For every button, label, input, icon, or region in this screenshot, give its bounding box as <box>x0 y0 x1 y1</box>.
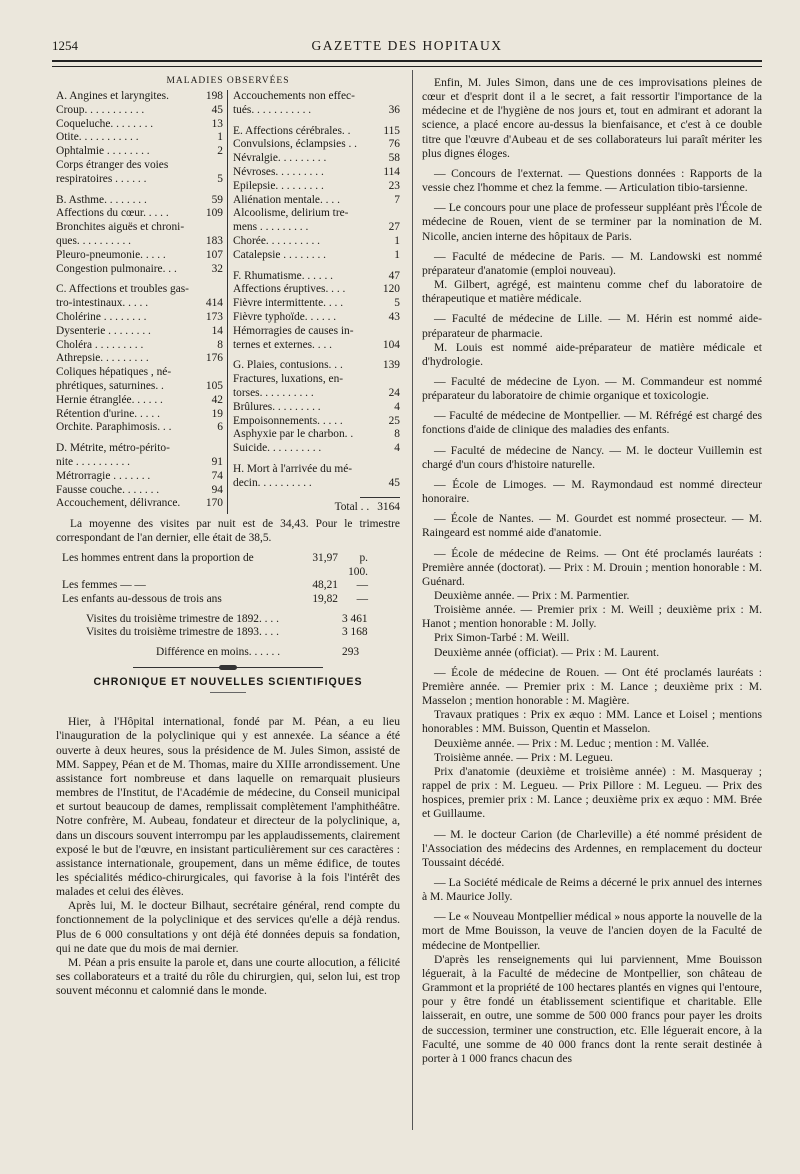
paragraph: — École de Limoges. — M. Raymondaud est nommé directeur honoraire. <box>422 477 762 506</box>
maladie-label: Névralgie. . . . . . . . . <box>233 152 327 165</box>
maladie-label: E. Affections cérébrales. . <box>233 124 351 137</box>
maladie-label: torses. . . . . . . . . . <box>233 386 314 399</box>
maladie-value: 170 <box>205 497 223 510</box>
maladie-row <box>56 366 223 380</box>
maladie-value: 13 <box>211 117 223 130</box>
total-label: Total . . <box>334 500 370 513</box>
maladie-value: 107 <box>205 248 223 261</box>
proportion-cell: Les hommes entrent dans la proportion de <box>62 552 254 565</box>
maladie-value: 176 <box>205 352 223 365</box>
maladie-row <box>56 311 223 325</box>
maladie-row <box>233 152 400 166</box>
maladie-row <box>233 387 400 401</box>
maladie-label: Bronchites aiguës et chroni- <box>56 221 185 234</box>
maladie-label: F. Rhumatisme. . . . . . <box>233 269 334 282</box>
total-row <box>233 501 400 515</box>
maladie-label: mens . . . . . . . . . <box>233 221 309 234</box>
maladie-value: 4 <box>394 400 400 413</box>
maladie-value: 183 <box>205 234 223 247</box>
chronique-text-right <box>422 76 762 1066</box>
maladie-value: 8 <box>217 338 223 351</box>
maladie-value: 27 <box>388 221 400 234</box>
maladie-label: Asphyxie par le charbon. . <box>233 428 354 441</box>
paragraph: — École de médecine de Reims. — Ont été proclamés lauréats : Première année (doctorat). — Prix : M. Drouin ; mention honorable : M. Guénard. <box>422 546 762 588</box>
ornamental-separator <box>133 667 323 668</box>
maladie-row <box>56 131 223 145</box>
maladie-row <box>56 456 223 470</box>
page-number: 1254 <box>52 38 78 53</box>
maladie-row <box>233 283 400 297</box>
maladie-row <box>56 470 223 484</box>
maladie-label: Métrorragie . . . . . . . <box>56 469 151 482</box>
maladie-label: Fausse couche. . . . . . . <box>56 483 160 496</box>
maladie-row <box>233 463 400 477</box>
maladie-label: Aliénation mentale. . . . <box>233 193 340 206</box>
maladie-value: 23 <box>388 179 400 192</box>
maladie-value: 1 <box>394 234 400 247</box>
maladie-label: Accouchement, délivrance. <box>56 497 181 510</box>
maladie-value: 120 <box>382 283 400 296</box>
maladie-row <box>56 283 223 297</box>
maladie-row <box>56 159 223 173</box>
maladie-label: Hernie étranglée. . . . . . <box>56 393 163 406</box>
maladie-label: Epilepsie. . . . . . . . . <box>233 179 324 192</box>
maladie-row <box>56 394 223 408</box>
maladie-row <box>233 180 400 194</box>
paragraph: — La Société médicale de Reims a décerné le prix annuel des internes à M. Maurice Jolly. <box>422 875 762 904</box>
visits-row <box>86 613 400 627</box>
maladie-label: Pleuro-pneumonie. . . . . <box>56 248 166 261</box>
maladie-value: 2 <box>217 145 223 158</box>
maladie-label: Croup. . . . . . . . . . . <box>56 103 145 116</box>
maladie-row <box>56 173 223 187</box>
difference-row: Différence en moins. . . . . . 293 <box>156 645 360 658</box>
maladie-row <box>233 194 400 208</box>
maladie-row <box>56 380 223 394</box>
maladie-row <box>56 207 223 221</box>
maladie-label: Congestion pulmonaire. . . <box>56 262 177 275</box>
maladie-value: 5 <box>217 172 223 185</box>
maladie-value: 94 <box>211 483 223 496</box>
maladie-row <box>56 118 223 132</box>
maladie-row <box>56 352 223 366</box>
maladie-row <box>233 249 400 263</box>
maladie-value: 114 <box>383 165 400 178</box>
maladie-value: 74 <box>211 469 223 482</box>
maladie-value: 7 <box>394 193 400 206</box>
maladie-label: Fractures, luxations, en- <box>233 373 344 386</box>
maladie-label: Empoisonnements. . . . . <box>233 414 343 427</box>
maladie-value: 58 <box>388 152 400 165</box>
maladie-row <box>233 138 400 152</box>
paragraph: — École de médecine de Rouen. — Ont été proclamés lauréats : Première année. — Premier prix : M. Lance ; deuxième prix : M. Masselon ; mention honorable : M. Magière. <box>422 665 762 708</box>
maladie-value: 45 <box>388 476 400 489</box>
maladie-row <box>233 207 400 221</box>
maladie-label: Convulsions, éclampsies . . <box>233 138 358 151</box>
maladie-label: Catalepsie . . . . . . . . <box>233 248 327 261</box>
maladie-row <box>233 339 400 353</box>
maladie-label: B. Asthme. . . . . . . . <box>56 193 147 206</box>
paragraph: — École de Nantes. — M. Gourdet est nommé prosecteur. — M. Raingeard est nommé aide d'anatomie. <box>422 512 762 540</box>
maladie-value: 42 <box>211 393 223 406</box>
maladie-row <box>233 297 400 311</box>
maladie-value: 1 <box>217 131 223 144</box>
maladie-value: 76 <box>388 138 400 151</box>
proportion-row <box>56 579 400 593</box>
maladie-label: phrétiques, saturnines. . <box>56 379 164 392</box>
paragraph: — Le « Nouveau Montpellier médical » nous apporte la nouvelle de la mort de Mme Bouisson, la veuve de l'ancien doyen de la Faculté de médecine de Montpellier. <box>422 910 762 952</box>
maladie-label: decin. . . . . . . . . . <box>233 476 312 489</box>
maladie-label: Fièvre intermittente. . . . <box>233 297 344 310</box>
maladie-label: Affections éruptives. . . . <box>233 283 346 296</box>
maladie-value: 45 <box>211 103 223 116</box>
visits-cell: 3 168 <box>342 626 368 639</box>
proportion-cell: — <box>356 592 368 605</box>
maladie-row <box>233 401 400 415</box>
maladie-label: ternes et externes. . . . <box>233 338 332 351</box>
proportion-cell: Les enfants au-dessous de trois ans <box>62 592 222 605</box>
maladie-label: Choléra . . . . . . . . . <box>56 338 144 351</box>
maladie-row <box>56 325 223 339</box>
maladie-label: Corps étranger des voies <box>56 158 169 171</box>
proportion-cell: p. 100. <box>348 552 368 578</box>
right-column <box>422 76 762 1066</box>
maladie-value: 115 <box>383 124 400 137</box>
proportion-cell: 31,97 <box>312 552 338 565</box>
maladie-value: 5 <box>394 297 400 310</box>
maladie-row <box>233 428 400 442</box>
column-divider <box>412 70 413 1130</box>
paragraph: Prix Simon-Tarbé : M. Weill. <box>434 631 570 645</box>
visits-table <box>56 613 400 640</box>
maladie-row <box>56 297 223 311</box>
proportion-row <box>56 552 400 579</box>
maladie-value: 36 <box>388 103 400 116</box>
maladie-row <box>233 311 400 325</box>
maladie-row <box>233 166 400 180</box>
paragraph: Deuxième année. — Prix : M. Parmentier. <box>434 589 630 602</box>
paragraph: — Le concours pour une place de professeur suppléant près l'École de médecine de Rouen, vient de se terminer par la nomination de M. Nicolle, ancien interne des hôpitaux de Paris. <box>422 201 762 243</box>
maladie-row <box>56 484 223 498</box>
maladie-row <box>233 325 400 339</box>
maladies-title: MALADIES OBSERVÉES <box>166 76 290 86</box>
paragraph: — Faculté de médecine de Lyon. — M. Commandeur est nommé préparateur du laboratoire de chimie organique et toxicologie. <box>422 374 762 403</box>
maladie-value: 59 <box>211 193 223 206</box>
maladie-label: D. Métrite, métro-périto- <box>56 442 170 455</box>
maladie-row <box>233 125 400 139</box>
maladie-label: Orchite. Paraphimosis. . . <box>56 421 172 434</box>
maladie-label: Ophtalmie . . . . . . . . <box>56 145 150 158</box>
maladie-label: Accouchements non effec- <box>233 90 355 102</box>
paragraph: Hier, à l'Hôpital international, fondé par M. Péan, a eu lieu l'inauguration de la polyclinique qui y est annexée. La séance a été ouverte à deux heures, sous la présidence de M. Jules Simon, assisté de MM. Sappey, Péan et de M. Thomas, maire du XIIIe arrondissement. Une assistance fort nombreuse et dans laquelle on remarquait plusieurs membres de l'Institut, de l'Académie de médecine, du Conseil municipal et surtout beaucoup de dames, remplissait complètement l'amphithéâtre. Notre confrère, M. Aubeau, fondateur et directeur de la polyclinique, a, dans un discours souvent interrompu par les applaudissements, clairement exposé le but de l'œuvre, en insistant particulièrement sur ces caractères : assistance internationale, groupement, dans un même édifice, de toutes les spécialités médico-chirurgicales, qui favorise à la fois l'intérêt des malades et celui des élèves. <box>56 715 400 899</box>
proportion-cell: 19,82 <box>312 592 338 605</box>
maladie-label: Affections du cœur. . . . . <box>56 207 169 220</box>
proportion-cell: 48,21 <box>312 579 338 592</box>
proportions-table <box>56 552 400 606</box>
maladie-label: Hémorragies de causes in- <box>233 324 354 337</box>
maladie-label: G. Plaies, contusions. . . <box>233 359 343 372</box>
maladie-row <box>56 194 223 208</box>
paragraph: M. Gilbert, agrégé, est maintenu comme chef du laboratoire de thérapeutique et matière médicale. <box>422 278 762 306</box>
maladie-label: Brûlures. . . . . . . . . <box>233 400 321 413</box>
maladie-value: 105 <box>205 379 223 392</box>
maladie-row <box>233 235 400 249</box>
maladie-label: Coqueluche. . . . . . . . <box>56 117 154 130</box>
maladie-row <box>233 270 400 284</box>
maladie-row <box>233 221 400 235</box>
maladie-value: 24 <box>388 386 400 399</box>
paragraph: Travaux pratiques : Prix ex æquo : MM. Lance et Loisel ; mentions honorables : MM. Buisson, Quentin et Masselon. <box>422 708 762 736</box>
maladie-label: Coliques hépatiques , né- <box>56 366 172 379</box>
visits-row <box>86 626 400 640</box>
maladie-label: Névroses. . . . . . . . . <box>233 165 324 178</box>
maladie-row <box>56 442 223 456</box>
maladie-label: Dysenterie . . . . . . . . <box>56 324 151 337</box>
maladies-left-column <box>56 90 228 514</box>
maladie-value: 43 <box>388 310 400 323</box>
maladie-value: 4 <box>394 442 400 455</box>
maladie-value: 198 <box>205 90 223 102</box>
maladies-right-column <box>228 90 400 514</box>
maladie-label: Rétention d'urine. . . . . <box>56 407 160 420</box>
publication-title: GAZETTE DES HOPITAUX <box>311 38 503 53</box>
maladie-row <box>56 421 223 435</box>
maladie-row <box>56 104 223 118</box>
visits-cell: Visites du troisième trimestre de 1893. . . . <box>86 626 279 639</box>
total-value: 3164 <box>377 500 400 513</box>
paragraph: M. Louis est nommé aide-préparateur de matière médicale et d'hydrologie. <box>422 340 762 368</box>
maladie-row <box>56 263 223 277</box>
maladie-label: Cholérine . . . . . . . . <box>56 310 147 323</box>
moyenne-text: La moyenne des visites par nuit est de 34,43. Pour le trimestre correspondant de l'an dernier, elle était de 38,5. <box>56 518 400 545</box>
maladie-row <box>56 235 223 249</box>
maladie-row <box>233 373 400 387</box>
maladie-row <box>56 90 223 104</box>
short-rule <box>210 692 246 693</box>
maladie-value: 19 <box>211 407 223 420</box>
paragraph: Deuxième année. — Prix : M. Leduc ; mention : M. Vallée. <box>434 736 710 750</box>
maladie-label: C. Affections et troubles gas- <box>56 283 189 296</box>
maladie-label: ques. . . . . . . . . . <box>56 234 131 247</box>
visits-cell: Visites du troisième trimestre de 1892. . . . <box>86 612 279 625</box>
maladie-value: 25 <box>388 414 400 427</box>
header-double-rule <box>52 60 762 67</box>
maladie-value: 6 <box>217 421 223 434</box>
maladie-value: 1 <box>394 248 400 261</box>
maladie-label: Athrepsie. . . . . . . . . <box>56 352 149 365</box>
proportion-cell: — <box>356 579 368 592</box>
maladie-label: Suicide. . . . . . . . . . <box>233 442 322 455</box>
maladie-row <box>56 221 223 235</box>
paragraph: M. Péan a pris ensuite la parole et, dans une courte allocution, a félicité ses collaborateurs et a traité du rôle du chirurgien, qui, selon lui, est trop souvent méconnu et calomnié dans le monde. <box>56 955 400 998</box>
maladie-label: respiratoires . . . . . . <box>56 172 147 185</box>
maladie-value: 104 <box>382 338 400 351</box>
maladie-value: 47 <box>388 269 400 282</box>
maladie-row <box>56 249 223 263</box>
paragraph: Enfin, M. Jules Simon, dans une de ces improvisations pleines de cœur et d'esprit dont il a le secret, a fait ressortir l'importance de la médecine et de l'hygiène de nos jours et, tout en admirant et adorant la science, a placé encore au-dessus la bienfaisance, et c'est à ce double titre que l'œuvre d'Aubeau et de ses collaborateurs lui paraît mériter les plus dignes éloges. <box>422 76 762 160</box>
chronique-text-left <box>56 715 400 998</box>
maladie-row <box>56 145 223 159</box>
maladie-value: 32 <box>211 262 223 275</box>
maladies-table <box>56 90 400 514</box>
maladie-value: 173 <box>205 310 223 323</box>
maladie-value: 8 <box>394 428 400 441</box>
visits-cell: 3 461 <box>342 612 368 625</box>
maladie-label: Fièvre typhoïde. . . . . . <box>233 310 337 323</box>
maladie-row <box>233 477 400 491</box>
maladie-label: A. Angines et laryngites. <box>56 90 169 102</box>
proportion-cell: Les femmes — — <box>62 579 146 592</box>
left-column <box>56 76 400 998</box>
maladie-value: 14 <box>211 324 223 337</box>
maladie-row <box>56 408 223 422</box>
paragraph: — Faculté de médecine de Paris. — M. Landowski est nommé préparateur d'anatomie (emploi nouveau). <box>422 249 762 277</box>
maladie-label: Alcoolisme, delirium tre- <box>233 207 349 220</box>
maladie-label: Chorée. . . . . . . . . . <box>233 234 320 247</box>
maladie-row <box>56 497 223 511</box>
page-header <box>52 38 762 56</box>
maladie-label: tués. . . . . . . . . . . <box>233 103 312 116</box>
paragraph: Après lui, M. le docteur Bilhaut, secrétaire général, rend compte du fonctionnement de la polyclinique et des services qu'elle a déjà rendus. Plus de 6 000 consultations y ont déjà été données depuis sa fondation, qui ne date que du mois de mai dernier. <box>56 899 400 955</box>
maladie-label: nite . . . . . . . . . . <box>56 455 131 468</box>
maladie-label: H. Mort à l'arrivée du mé- <box>233 462 353 475</box>
paragraph: — Faculté de médecine de Montpellier. — M. Réfrégé est chargé des fonctions d'aide de clinique des maladies des enfants. <box>422 409 762 437</box>
maladie-row <box>233 90 400 104</box>
maladie-row <box>233 104 400 118</box>
maladie-value: 139 <box>382 359 400 372</box>
maladie-value: 109 <box>205 207 223 220</box>
maladie-row <box>233 359 400 373</box>
maladie-value: 91 <box>211 455 223 468</box>
maladie-row <box>233 442 400 456</box>
paragraph: — M. le docteur Carion (de Charleville) a été nommé président de l'Association des médecins des Ardennes, en remplacement du docteur Toussaint décédé. <box>422 827 762 869</box>
maladie-row <box>56 339 223 353</box>
paragraph: — Faculté de médecine de Lille. — M. Hérin est nommé aide-préparateur de pharmacie. <box>422 312 762 340</box>
maladie-label: Otite. . . . . . . . . . . <box>56 131 139 144</box>
total-rule <box>360 497 400 498</box>
paragraph: Prix d'anatomie (deuxième et troisième année) : M. Masqueray ; rappel de prix : M. Legueu. — Prix Pillore : M. Legueu. — Prix des hospices, premier prix : M. Lance ; deuxième prix ex æquo : MM. Brée et Guillaume. <box>422 764 762 821</box>
maladie-row <box>233 415 400 429</box>
paragraph: Troisième année. — Premier prix : M. Weill ; deuxième prix : M. Hanot ; mention honorable : M. Jolly. <box>422 603 762 631</box>
paragraph: — Faculté de médecine de Nancy. — M. le docteur Vuillemin est chargé d'un cours d'histoire naturelle. <box>422 443 762 471</box>
paragraph: Troisième année. — Prix : M. Legueu. <box>434 750 613 764</box>
proportion-row <box>56 593 400 607</box>
maladie-label: tro-intestinaux. . . . . <box>56 297 149 310</box>
paragraph: — Concours de l'externat. — Questions données : Rapports de la vessie chez l'homme et chez la femme. — Articulation tibio-tarsienne. <box>422 166 762 195</box>
maladie-value: 414 <box>205 297 223 310</box>
section-title: CHRONIQUE ET NOUVELLES SCIENTIFIQUES <box>93 676 363 689</box>
paragraph: D'après les renseignements qui lui parviennent, Mme Bouisson léguerait, à la Faculté de médecine de Montpellier, son château de Grammont et la propriété de 100 hectares plantés en vignes qui l'entoure, pour y être fondé un établissement scientifique et charitable. Elle laisserait, en outre, une somme de 500 000 francs pour payer les droits de succession, terminer une construction, etc. Elle léguerait encore, à la Faculté, une somme de 40 000 francs dont la rente serait destinée à porter à 1 000 francs chacun des <box>422 952 762 1065</box>
paragraph: Deuxième année (officiat). — Prix : M. Laurent. <box>434 645 660 659</box>
